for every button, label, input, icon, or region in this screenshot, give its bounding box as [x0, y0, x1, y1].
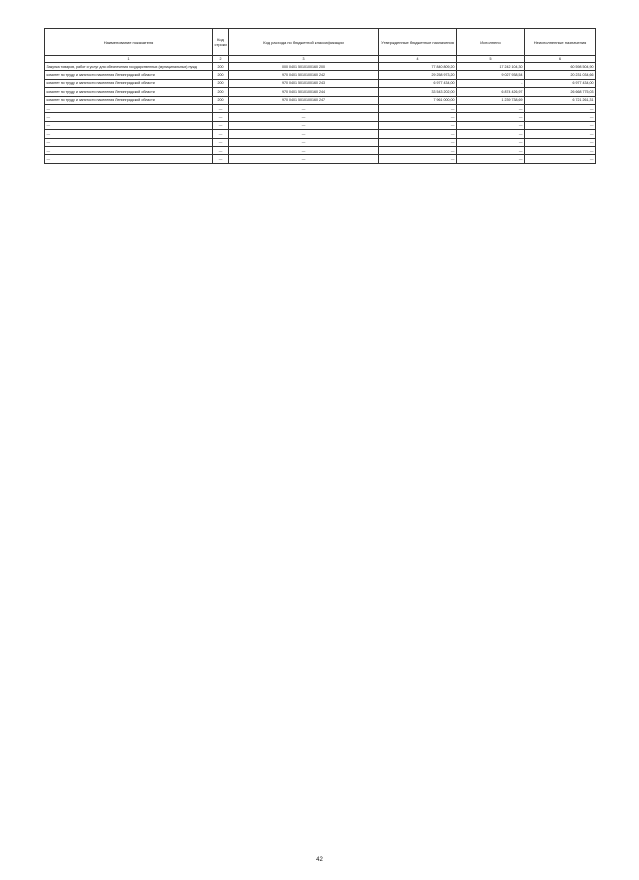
row-remaining-amount: 6 977 434,00 — [525, 79, 596, 87]
row-approved-amount: 6 977 434,00 — [379, 79, 457, 87]
row-budget-class-code: 970 0401 5010100160 247 — [229, 96, 379, 104]
table-row — [45, 96, 596, 104]
row-indicator-name: — — [45, 121, 213, 129]
row-line-code: — — [213, 146, 229, 154]
row-budget-class-code: 000 0401 5010100160 200 — [229, 63, 379, 71]
row-indicator-name: комитет по труду и занятости населения Ленинградской области — [45, 71, 213, 79]
row-line-code: 200 — [213, 88, 229, 96]
row-executed-amount: — — [457, 121, 525, 129]
row-budget-class-code: — — [229, 155, 379, 163]
table-row — [45, 130, 596, 138]
row-executed-amount: — — [457, 130, 525, 138]
row-budget-class-code: — — [229, 113, 379, 121]
row-executed-amount: 9 027 938,54 — [457, 71, 525, 79]
row-executed-amount: 17 242 104,30 — [457, 63, 525, 71]
row-budget-class-code: 970 0401 5010100160 243 — [229, 79, 379, 87]
row-line-code: 200 — [213, 63, 229, 71]
row-budget-class-code: — — [229, 138, 379, 146]
row-executed-amount: — — [457, 138, 525, 146]
row-executed-amount: — — [457, 113, 525, 121]
table-row — [45, 138, 596, 146]
row-remaining-amount: 20 231 034,66 — [525, 71, 596, 79]
row-approved-amount: — — [379, 138, 457, 146]
column-number: 3 — [229, 56, 379, 63]
row-indicator-name: комитет по труду и занятости населения Ленинградской области — [45, 96, 213, 104]
row-line-code: — — [213, 113, 229, 121]
column-number: 1 — [45, 56, 213, 63]
row-remaining-amount: — — [525, 155, 596, 163]
table-body — [45, 63, 596, 164]
row-remaining-amount: — — [525, 121, 596, 129]
column-number: 5 — [457, 56, 525, 63]
row-remaining-amount: 6 721 261,31 — [525, 96, 596, 104]
row-approved-amount: — — [379, 113, 457, 121]
row-approved-amount: — — [379, 130, 457, 138]
row-approved-amount: — — [379, 104, 457, 112]
row-executed-amount: — — [457, 104, 525, 112]
row-remaining-amount: — — [525, 113, 596, 121]
row-budget-class-code: — — [229, 130, 379, 138]
header-line-code: Код строки — [213, 29, 229, 56]
row-executed-amount: 6 874 426,97 — [457, 88, 525, 96]
header-budget-class-code: Код расхода по бюджетной классификации — [229, 29, 379, 56]
table-row — [45, 155, 596, 163]
row-budget-class-code: — — [229, 146, 379, 154]
column-number: 2 — [213, 56, 229, 63]
row-budget-class-code: 970 0401 5010100160 244 — [229, 88, 379, 96]
row-remaining-amount: — — [525, 104, 596, 112]
row-line-code: — — [213, 155, 229, 163]
header-approved: Утвержденные бюджетные назначения — [379, 29, 457, 56]
row-budget-class-code: — — [229, 104, 379, 112]
row-indicator-name: комитет по труду и занятости населения Ленинградской области — [45, 88, 213, 96]
row-budget-class-code: 970 0401 5010100160 242 — [229, 71, 379, 79]
row-approved-amount: — — [379, 146, 457, 154]
table-header-row — [45, 29, 596, 56]
table-row — [45, 146, 596, 154]
column-number-row — [45, 56, 596, 63]
column-number: 4 — [379, 56, 457, 63]
row-executed-amount: - — [457, 79, 525, 87]
header-indicator-name: Наименование показателя — [45, 29, 213, 56]
row-line-code: — — [213, 138, 229, 146]
page-number: 42 — [316, 857, 323, 863]
row-approved-amount: 33 543 202,00 — [379, 88, 457, 96]
row-indicator-name: — — [45, 130, 213, 138]
row-indicator-name: — — [45, 113, 213, 121]
row-indicator-name: комитет по труду и занятости населения Ленинградской области — [45, 79, 213, 87]
row-executed-amount: — — [457, 146, 525, 154]
table-row — [45, 63, 596, 71]
row-budget-class-code: — — [229, 121, 379, 129]
row-line-code: 200 — [213, 96, 229, 104]
row-line-code: 200 — [213, 71, 229, 79]
row-line-code: — — [213, 104, 229, 112]
header-remaining: Неисполненные назначения — [525, 29, 596, 56]
row-remaining-amount: 26 668 775,03 — [525, 88, 596, 96]
row-remaining-amount: — — [525, 130, 596, 138]
row-line-code: — — [213, 121, 229, 129]
row-approved-amount: 7 961 000,00 — [379, 96, 457, 104]
table-row — [45, 121, 596, 129]
row-remaining-amount: 60 598 504,90 — [525, 63, 596, 71]
row-indicator-name: — — [45, 138, 213, 146]
row-executed-amount: — — [457, 155, 525, 163]
row-indicator-name: — — [45, 104, 213, 112]
row-approved-amount: — — [379, 155, 457, 163]
table-row — [45, 79, 596, 87]
column-number: 6 — [525, 56, 596, 63]
row-indicator-name: Закупка товаров, работ и услуг для обеспечения государственных (муниципальных) нужд — [45, 63, 213, 71]
table-row — [45, 104, 596, 112]
header-executed: Исполнено — [457, 29, 525, 56]
row-line-code: 200 — [213, 79, 229, 87]
row-line-code: — — [213, 130, 229, 138]
row-remaining-amount: — — [525, 146, 596, 154]
budget-execution-table — [44, 28, 596, 164]
table-row — [45, 113, 596, 121]
row-approved-amount: 29 258 973,20 — [379, 71, 457, 79]
row-executed-amount: 1 239 738,69 — [457, 96, 525, 104]
table-row — [45, 88, 596, 96]
row-indicator-name: — — [45, 155, 213, 163]
table-row — [45, 71, 596, 79]
row-remaining-amount: — — [525, 138, 596, 146]
row-approved-amount: — — [379, 121, 457, 129]
row-approved-amount: 77 840 809,20 — [379, 63, 457, 71]
row-indicator-name: — — [45, 146, 213, 154]
